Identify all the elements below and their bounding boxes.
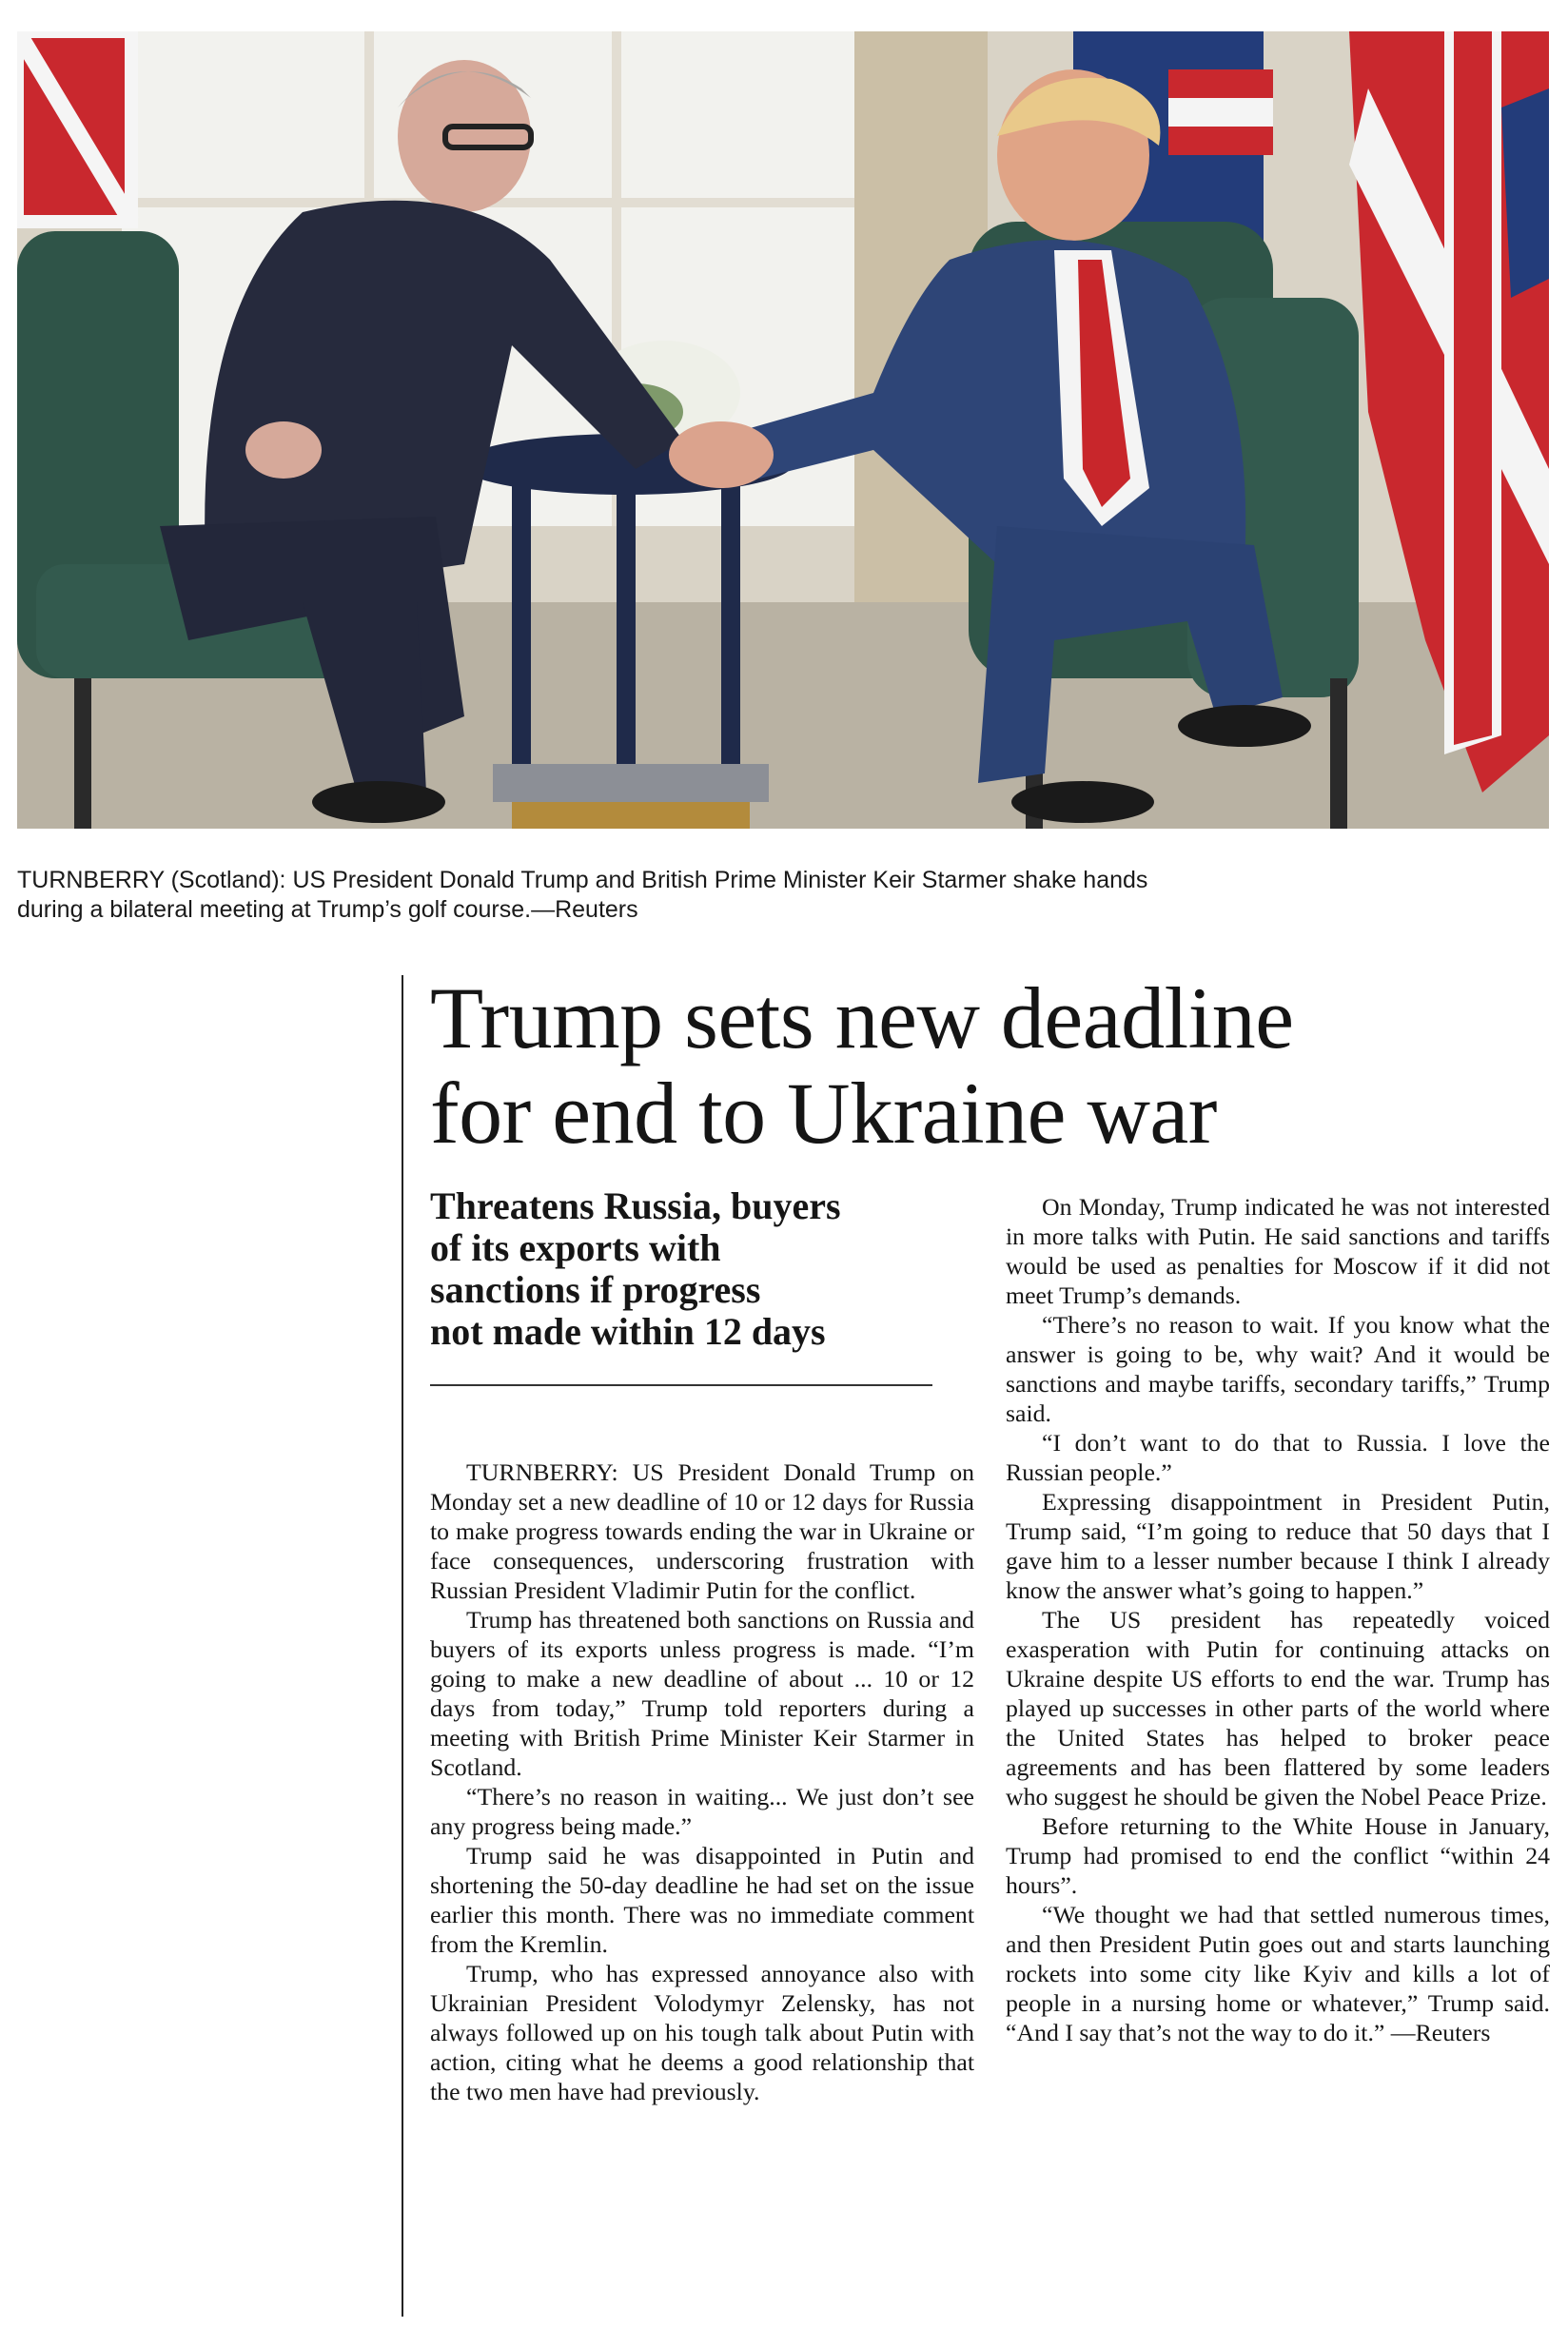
subheadline-line: of its exports with	[430, 1226, 721, 1269]
paragraph: Expressing disappointment in President Putin, Trump said, “I’m going to reduce that 50 days that I gave him to a lesser number because I think I already know the answer what’s going to happen.”	[1006, 1488, 1550, 1604]
paragraph: TURNBERRY: US President Donald Trump on Monday set a new deadline of 10 or 12 days for Russia to make progress towards ending the war in Ukraine or face consequences, underscoring frustration with Russian President Vladimir Putin for the conflict.	[430, 1458, 974, 1604]
headline-line: for end to Ukraine war	[430, 1065, 1217, 1162]
subheadline-line: not made within 12 days	[430, 1310, 826, 1353]
headline-line: Trump sets new deadline	[430, 969, 1294, 1066]
subheadline-rule	[430, 1384, 932, 1386]
paragraph: Trump said he was disappointed in Putin and shortening the 50-day deadline he had set on the issue earlier this month. There was no immediate comment from the Kremlin.	[430, 1842, 974, 1958]
subheadline-line: sanctions if progress	[430, 1268, 761, 1311]
photo-caption	[17, 866, 1549, 925]
subheadline-line: Threatens Russia, buyers	[430, 1184, 841, 1227]
subheadline	[430, 1185, 939, 1353]
paragraph: “We thought we had that settled numerous times, and then President Putin goes out and starts launching rockets into some city like Kyiv and kills a lot of people in a nursing home or whatever,” Trump said. “And I say that’s not the way to do it.” —Reuters	[1006, 1901, 1550, 2046]
paragraph: “There’s no reason to wait. If you know what the answer is going to be, why wait? And it would be sanctions and maybe tariffs, secondary tariffs,” Trump said.	[1006, 1311, 1550, 1427]
paragraph: The US president has repeatedly voiced exasperation with Putin for continuing attacks on Ukraine despite US efforts to end the war. Trump has played up successes in other parts of the world where the United States has helped to broker peace agreements and has been flattered by some leaders who suggest he should be given the Nobel Peace Prize.	[1006, 1606, 1550, 1810]
uk-flag-left	[17, 31, 131, 222]
paragraph: Trump, who has expressed annoyance also with Ukrainian President Volodymyr Zelensky, has not always followed up on his tough talk about Putin with action, citing what he deems a good relationship that the two men have had previously.	[430, 1960, 974, 2105]
caption-line: during a bilateral meeting at Trump’s golf course.—Reuters	[17, 896, 638, 923]
paragraph: On Monday, Trump indicated he was not interested in more talks with Putin. He said sanctions and tariffs would be used as penalties for Moscow if it did not meet Trump’s demands.	[1006, 1193, 1550, 1309]
article-column-left	[430, 1457, 974, 2106]
photo-illustration	[17, 31, 1549, 829]
paragraph: “There’s no reason in waiting... We just don’t see any progress being made.”	[430, 1783, 974, 1840]
column-rule	[402, 975, 403, 2317]
paragraph: Trump has threatened both sanctions on Russia and buyers of its exports unless progress is made. “I’m going to make a new deadline of about ... 10 or 12 days from today,” Trump told reporters during a meeting with British Prime Minister Keir Starmer in Scotland.	[430, 1606, 974, 1781]
paragraph: Before returning to the White House in January, Trump had promised to end the conflict “within 24 hours”.	[1006, 1812, 1550, 1899]
news-photo	[17, 31, 1549, 829]
headline	[430, 970, 1553, 1161]
caption-line: TURNBERRY (Scotland): US President Donald Trump and British Prime Minister Keir Starmer shake hands	[17, 867, 1148, 893]
handshake	[669, 421, 774, 488]
article-column-right	[1006, 1192, 1550, 2047]
paragraph: “I don’t want to do that to Russia. I love the Russian people.”	[1006, 1429, 1550, 1486]
